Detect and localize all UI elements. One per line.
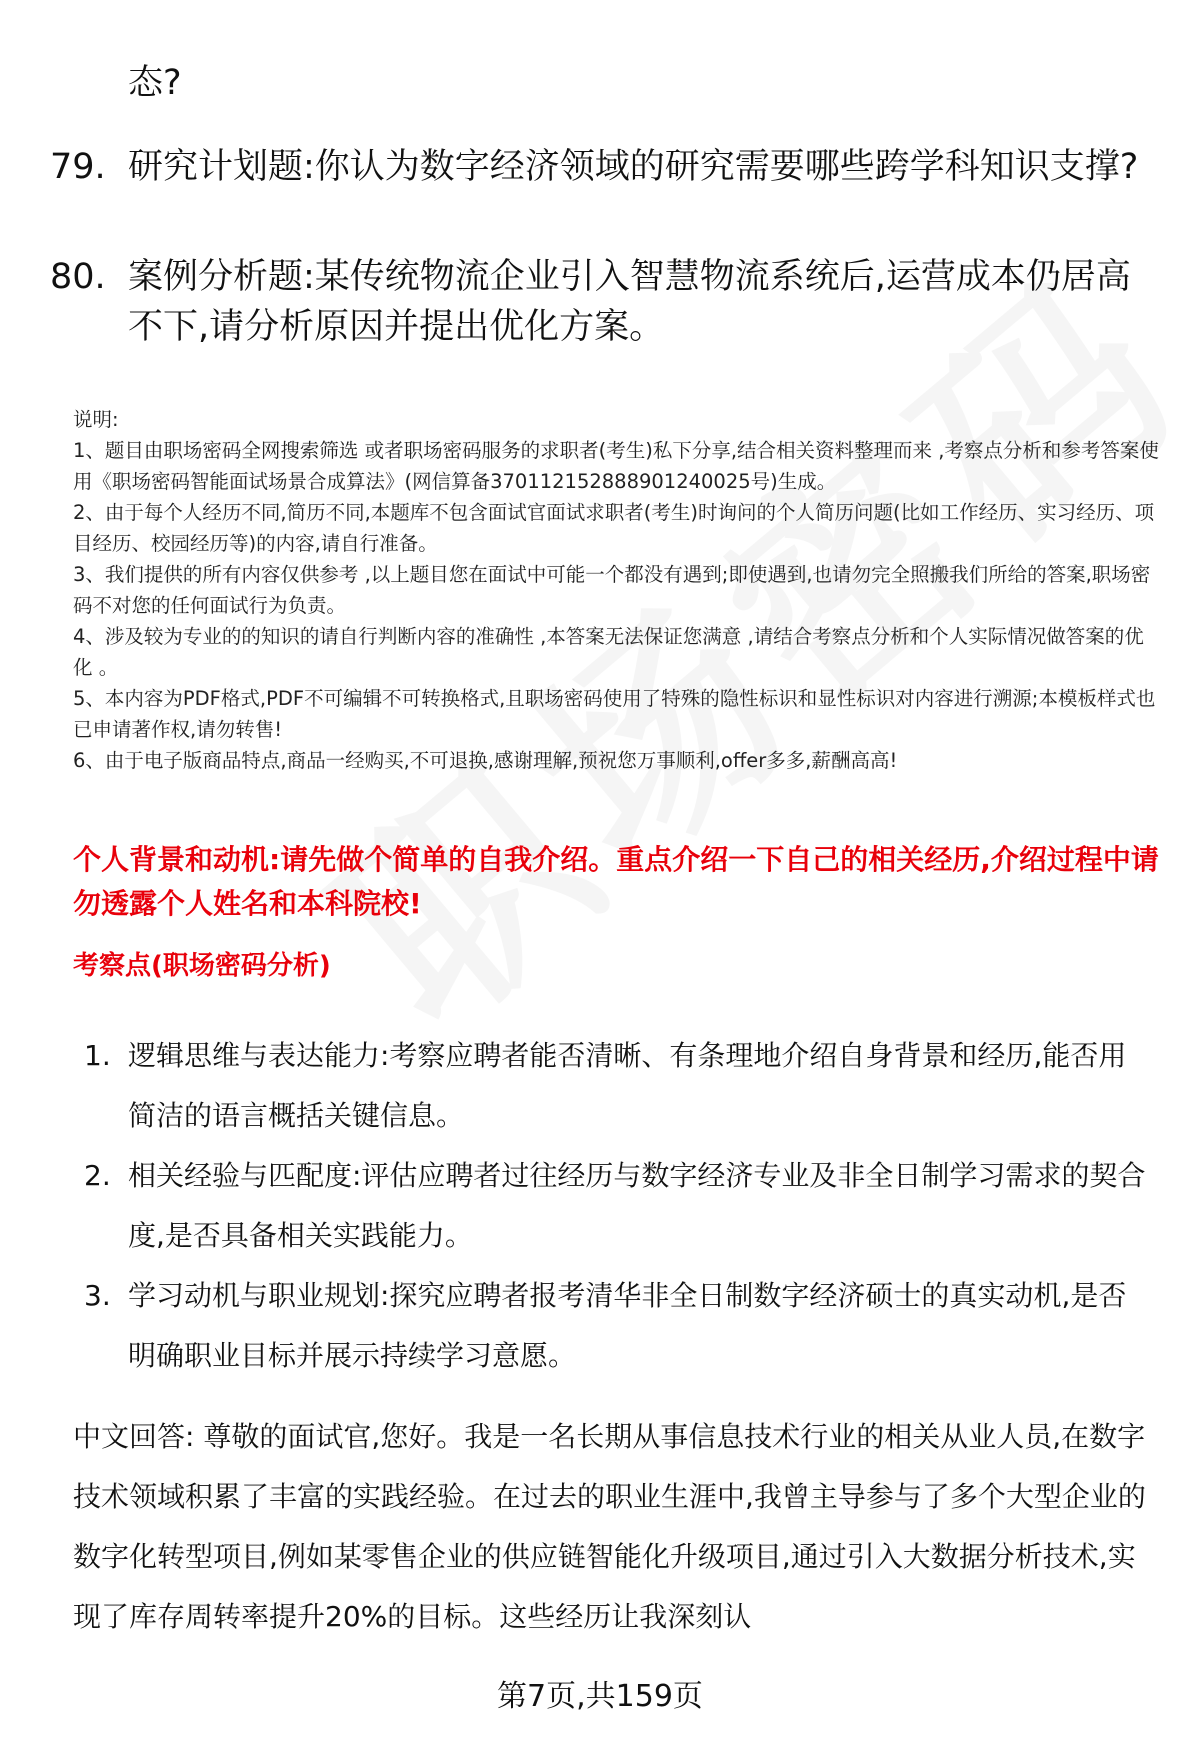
page-footer: 第7页,共159页 <box>497 1679 703 1714</box>
note-item: 3、我们提供的所有内容仅供参考 ,以上题目您在面试中可能一个都没有遇到;即使遇到,也请勿完全照搬我们所给的答案,职场密码不对您的任何面试行为负责。 <box>73 563 1151 617</box>
notes-block <box>73 404 1163 776</box>
note-item: 1、题目由职场密码全网搜索筛选 或者职场密码服务的求职者(考生)私下分享,结合相关资料整理而来 ,考察点分析和参考答案使用《职场密码智能面试场景合成算法》(网信算备370112152888901240025号)生成。 <box>73 439 1159 493</box>
point-text: 逻辑思维与表达能力:考察应聘者能否清晰、有条理地介绍自身背景和经历,能否用简洁的语言概括关键信息。 <box>128 1039 1127 1132</box>
note-item: 5、本内容为PDF格式,PDF不可编辑不可转换格式,且职场密码使用了特殊的隐性标识和显性标识对内容进行溯源;本模板样式也已申请著作权,请勿转售! <box>73 687 1156 741</box>
question-79 <box>50 142 1140 192</box>
analysis-point <box>84 1146 1154 1266</box>
question-continuation: 态? <box>128 63 182 103</box>
question-text: 案例分析题:某传统物流企业引入智慧物流系统后,运营成本仍居高不下,请分析原因并提出优化方案。 <box>128 257 1131 347</box>
analysis-heading: 考察点(职场密码分析) <box>73 951 331 981</box>
point-text: 学习动机与职业规划:探究应聘者报考清华非全日制数字经济硕士的真实动机,是否明确职业目标并展示持续学习意愿。 <box>128 1279 1127 1372</box>
note-item: 4、涉及较为专业的的知识的请自行判断内容的准确性 ,本答案无法保证您满意 ,请结合考察点分析和个人实际情况做答案的优化 。 <box>73 625 1144 679</box>
analysis-point <box>84 1026 1154 1146</box>
answer-text: 尊敬的面试官,您好。我是一名长期从事信息技术行业的相关从业人员,在数字技术领域积累了丰富的实践经验。在过去的职业生涯中,我曾主导参与了多个大型企业的数字化转型项目,例如某零售企业的供应链智能化升级项目,通过引入大数据分析技术,实现了库存周转率提升20%的目标。这些经历让我深刻认 <box>73 1420 1146 1633</box>
analysis-point <box>84 1266 1154 1386</box>
point-text: 相关经验与匹配度:评估应聘者过往经历与数字经济专业及非全日制学习需求的契合度,是否具备相关实践能力。 <box>128 1159 1146 1252</box>
question-80 <box>50 252 1140 352</box>
question-number: 79. <box>50 147 106 187</box>
analysis-points <box>84 1026 1154 1386</box>
section-heading: 个人背景和动机:请先做个简单的自我介绍。重点介绍一下自己的相关经历,介绍过程中请勿透露个人姓名和本科院校! <box>73 843 1159 920</box>
question-text: 研究计划题:你认为数字经济领域的研究需要哪些跨学科知识支撑? <box>128 147 1139 187</box>
answer-label: 中文回答: <box>73 1420 195 1453</box>
point-number: 2. <box>84 1159 111 1192</box>
note-item: 6、由于电子版商品特点,商品一经购买,不可退换,感谢理解,预祝您万事顺利,offer多多,薪酬高高! <box>73 749 898 772</box>
point-number: 3. <box>84 1279 111 1312</box>
notes-title: 说明: <box>73 408 119 431</box>
note-item: 2、由于每个人经历不同,简历不同,本题库不包含面试官面试求职者(考生)时询问的个人简历问题(比如工作经历、实习经历、项目经历、校园经历等)的内容,请自行准备。 <box>73 501 1155 555</box>
point-number: 1. <box>84 1039 111 1072</box>
question-number: 80. <box>50 257 106 297</box>
answer-paragraph <box>73 1407 1153 1647</box>
